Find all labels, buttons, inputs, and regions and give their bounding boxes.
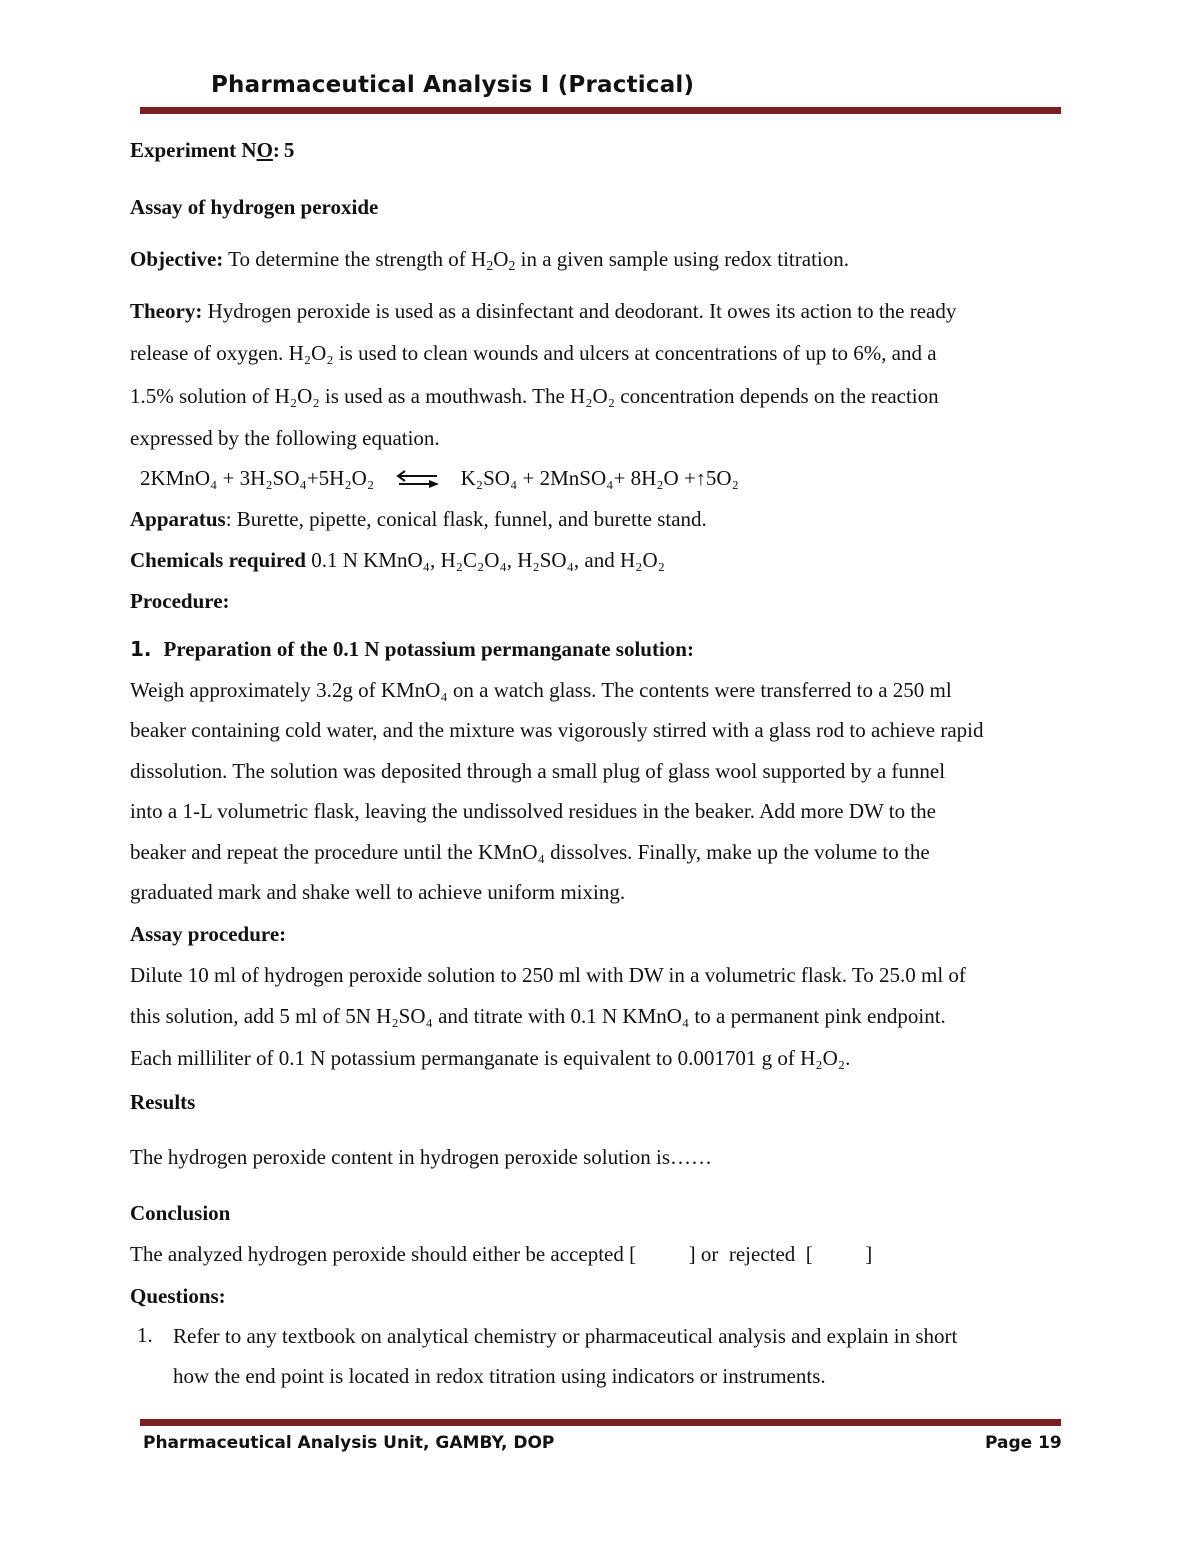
chemicals-text: 0.1 N KMnO₄, H₂C₂O₄, H₂SO₄, and H₂O₂ — [305, 548, 665, 572]
experiment-label-underlined: O — [256, 138, 273, 162]
step1-line: graduated mark and shake well to achieve uniform mixing. — [130, 880, 626, 904]
apparatus-text: : Burette, pipette, conical flask, funnel, and burette stand. — [225, 507, 707, 531]
question-text-line-1: Refer to any textbook on analytical chemistry or pharmaceutical analysis and explain in short — [173, 1324, 958, 1348]
experiment-colon: : — [272, 138, 280, 162]
experiment-number: 5 — [283, 138, 295, 162]
theory-text-1: Hydrogen peroxide is used as a disinfectant and deodorant. It owes its action to the ready — [207, 299, 957, 323]
theory-line-4: expressed by the following equation. — [130, 426, 440, 450]
header-rule — [140, 107, 1061, 114]
objective-label: Objective: — [130, 247, 224, 271]
objective-sub2: 2 — [508, 259, 516, 274]
step1-line: beaker containing cold water, and the mixture was vigorously stirred with a glass rod to achieve rapid — [130, 718, 984, 742]
step1-title: Preparation of the 0.1 N potassium permanganate solution: — [163, 637, 694, 661]
experiment-label: Experiment N — [130, 138, 257, 162]
equation-products: K₂SO₄ + 2MnSO₄+ 8H₂O + — [460, 466, 696, 490]
theory-line-3: 1.5% solution of H₂O₂ is used as a mouthwash. The H₂O₂ concentration depends on the reaction — [130, 384, 939, 408]
theory-line-1 — [130, 298, 956, 324]
assay-title: Assay of hydrogen peroxide — [130, 195, 379, 219]
step1-number: 1. — [130, 637, 152, 661]
step1-line: Weigh approximately 3.2g of KMnO₄ on a watch glass. The contents were transferred to a 250 ml — [130, 678, 952, 702]
objective-sub1: 2 — [486, 259, 494, 274]
equation-reactants: 2KMnO₄ + 3H₂SO₄+5H₂O₂ — [140, 466, 375, 490]
conclusion-text: The analyzed hydrogen peroxide should either be accepted [ ] or rejected [ ] — [130, 1242, 873, 1266]
chemicals-label: Chemicals required — [130, 548, 306, 572]
step1-line: into a 1-L volumetric flask, leaving the undissolved residues in the beaker. Add more DW to the — [130, 799, 936, 823]
theory-line-2: release of oxygen. H₂O₂ is used to clean wounds and ulcers at concentrations of up to 6%, and a — [130, 341, 937, 365]
assay-procedure-line: this solution, add 5 ml of 5N H₂SO₄ and titrate with 0.1 N KMnO₄ to a permanent pink endpoint. — [130, 1004, 946, 1028]
question-text-line-2: how the end point is located in redox titration using indicators or instruments. — [173, 1364, 826, 1388]
objective-text-before: To determine the strength of H — [228, 247, 487, 271]
objective-line — [130, 246, 849, 276]
apparatus-line — [130, 506, 707, 532]
assay-procedure-line: Dilute 10 ml of hydrogen peroxide solution to 250 ml with DW in a volumetric flask. To 25.0 ml of — [130, 963, 966, 987]
step1-line: beaker and repeat the procedure until the KMnO₄ dissolves. Finally, make up the volume to the — [130, 840, 930, 864]
page-number: Page 19 — [985, 1433, 1062, 1453]
footer-unit: Pharmaceutical Analysis Unit, GAMBY, DOP — [143, 1433, 555, 1453]
step1-line: dissolution. The solution was deposited through a small plug of glass wool supported by a funnel — [130, 759, 946, 783]
equilibrium-arrow-icon — [395, 469, 441, 491]
objective-text-after: in a given sample using redox titration. — [515, 247, 849, 271]
theory-label: Theory: — [130, 299, 203, 323]
equation-gas: 5O₂ — [705, 466, 739, 490]
procedure-label: Procedure: — [130, 589, 230, 613]
step1-heading — [130, 636, 694, 662]
page-header-title: Pharmaceutical Analysis I (Practical) — [211, 72, 695, 98]
reaction-equation — [140, 466, 739, 491]
objective-mid: O — [493, 247, 509, 271]
assay-procedure-line: Each milliliter of 0.1 N potassium permanganate is equivalent to 0.001701 g of H₂O₂. — [130, 1046, 851, 1070]
chemicals-line — [130, 547, 665, 573]
question-number: 1. — [137, 1323, 153, 1347]
results-text: The hydrogen peroxide content in hydrogen peroxide solution is…… — [130, 1145, 713, 1169]
experiment-heading — [130, 137, 294, 163]
assay-procedure-label: Assay procedure: — [130, 922, 287, 946]
questions-label: Questions: — [130, 1284, 226, 1308]
conclusion-label: Conclusion — [130, 1201, 231, 1225]
gas-evolution-arrow-icon: ↑ — [695, 468, 706, 490]
footer-rule — [140, 1419, 1061, 1426]
results-label: Results — [130, 1090, 196, 1114]
apparatus-label: Apparatus — [130, 507, 226, 531]
